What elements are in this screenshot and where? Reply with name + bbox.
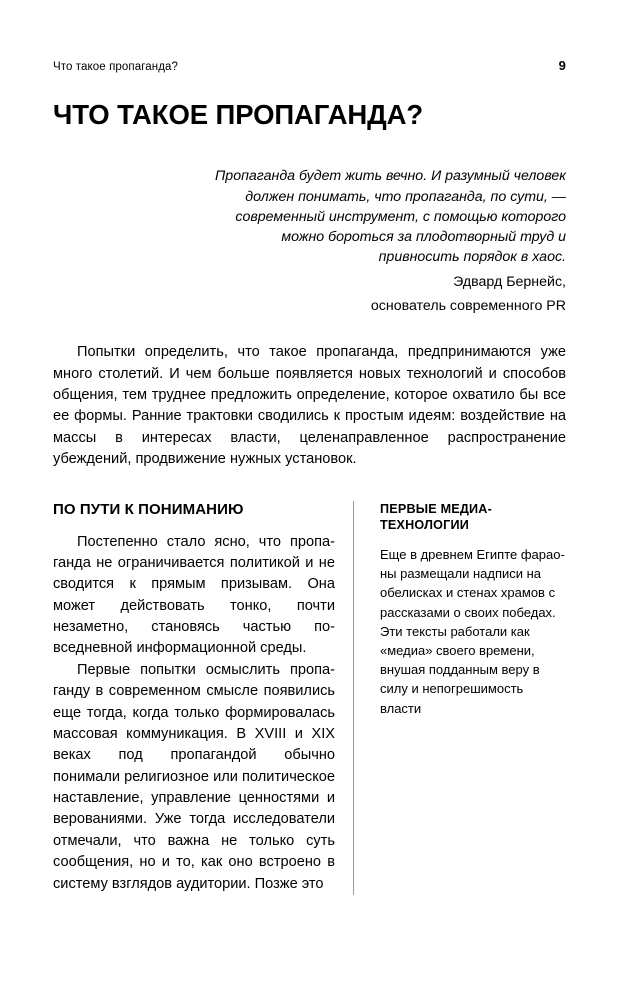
epigraph-quote: Пропаганда будет жить вечно. И разумный человек должен понимать, что пропаганда, по сути, — современный инструмент, с помощью которого можно бороться за плодотворный труд и привносить порядок в хаос. [215, 168, 566, 266]
epigraph [203, 166, 566, 316]
sidebar-body: Еще в древнем Египте фараоны размещали надписи на обелисках и стенах храмов с рассказами о своих победах. Эти тексты работали как «медиа» своего времени, внушая подданным веру в силу и непогрешимость власти [380, 546, 565, 716]
section-paragraph-2: Первые попытки осмыслить пропаганду в современном смысле появились еще тогда, когда только формировалась массовая коммуникация. В XVIII и XIX веках под пропагандой обычно понимали религиозное или политическое наставление, управление ценностями и верованиями. Уже тогда исследователи отмечали, что важна не только суть сообщения, но и то, как оно встроено в систему взглядов аудитории. Позже это [53, 661, 335, 892]
sidebar-box [353, 501, 566, 895]
two-column-layout [53, 501, 566, 895]
running-head [53, 58, 566, 73]
intro-paragraph: Попытки определить, что такое пропаганда, предпринимаются уже много столетий. И чем больше появляется новых технологий и способов общения, тем труднее предложить определение, которое охватило бы все ее формы. Ранние трактовки сводились к простым идеям: воздействие на массы в интересах власти, целенаправленное распространение убеждений, продвижение нужных установок. [53, 344, 566, 468]
running-head-title: Что такое пропаганда? [53, 61, 179, 73]
main-column [53, 501, 353, 895]
section-title: ПО ПУТИ К ПОНИМАНИЮ [53, 500, 244, 518]
section-paragraph-1: Постепенно стало ясно, что пропаганда не ограничивается политикой и не сводится к прямым призывам. Она может действовать тонко, почти незаметно, становясь частью повседневной информационной среды. [53, 533, 335, 657]
page-number: 9 [558, 58, 566, 73]
sidebar-title: ПЕРВЫЕ МЕДИАТЕХНОЛОГИИ [380, 501, 492, 532]
epigraph-attribution-line1: Эдвард Бернейс, [453, 273, 566, 290]
chapter-title: ЧТО ТАКОЕ ПРОПАГАНДА? [53, 99, 424, 130]
page-content [53, 100, 566, 895]
epigraph-attribution-line2: основатель современного PR [370, 298, 566, 315]
